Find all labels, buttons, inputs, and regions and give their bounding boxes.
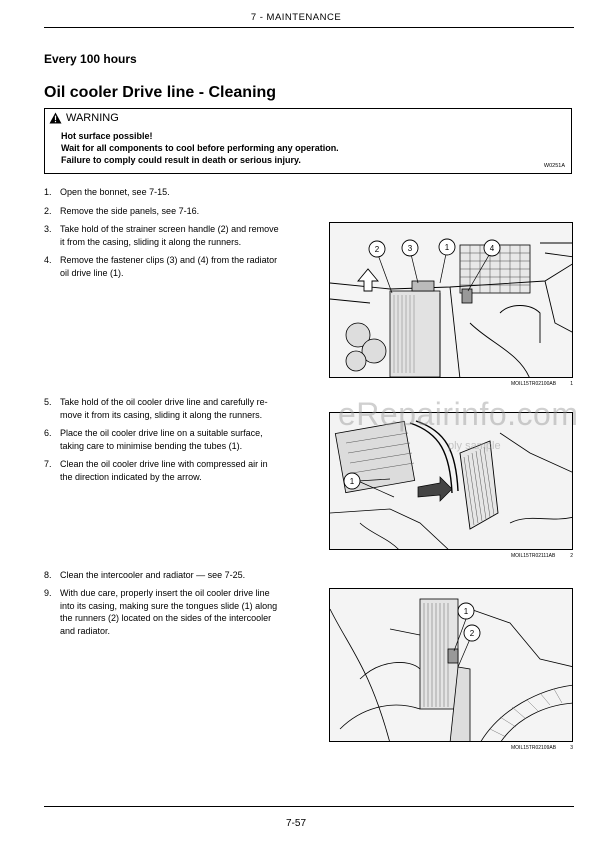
header-rule <box>44 27 574 28</box>
figure-code: MOIL15TR02111AB <box>511 553 556 559</box>
page-title: Oil cooler Drive line - Cleaning <box>44 84 277 101</box>
step-item <box>44 254 314 279</box>
step-text: Remove the side panels, see 7-16. <box>60 206 200 216</box>
warning-line: Hot surface possible! <box>61 131 153 141</box>
step-item <box>44 569 245 582</box>
callout-text: 1 <box>463 607 469 616</box>
step-number: 6. <box>44 428 52 438</box>
step-number: 9. <box>44 588 52 598</box>
callout-text: 4 <box>489 244 495 253</box>
callout-label <box>464 625 480 641</box>
step-item <box>44 223 314 248</box>
step-text: Clean the intercooler and radiator — see 7-25. <box>60 570 246 580</box>
warning-triangle-icon <box>49 112 62 124</box>
step-item <box>44 186 170 199</box>
step-item <box>44 396 314 421</box>
footer-rule <box>44 806 574 807</box>
figure-caption <box>511 553 573 559</box>
warning-line: Wait for all components to cool before performing any operation. <box>61 143 339 153</box>
step-number: 1. <box>44 187 52 197</box>
step-text-line: Remove the fastener clips (3) and (4) from the radiator <box>60 255 278 265</box>
warning-line: Failure to comply could result in death or serious injury. <box>61 155 301 165</box>
step-text-line: it from the casing, sliding it along the runners. <box>60 236 242 247</box>
step-text-line: into its casing, making sure the tongues slide (1) along <box>60 600 278 611</box>
figure-code: MOIL15TR02109AB <box>511 745 557 751</box>
callout-label <box>344 473 360 489</box>
callout-text: 3 <box>407 244 413 253</box>
step-text-line: Place the oil cooler drive line on a suitable surface, <box>60 428 263 438</box>
interval-heading: Every 100 hours <box>44 52 137 66</box>
figure-number: 3 <box>570 745 573 751</box>
step-item <box>44 458 314 483</box>
figure-1-illustration <box>329 222 573 378</box>
warning-label: WARNING <box>66 112 119 124</box>
step-item <box>44 427 314 452</box>
step-number: 4. <box>44 255 52 265</box>
step-text: Open the bonnet, see 7-15. <box>60 187 170 197</box>
callout-text: 2 <box>469 629 475 638</box>
callout-text: 2 <box>374 245 380 254</box>
figure-number: 2 <box>570 553 573 559</box>
step-text-line: Take hold of the strainer screen handle (2) and remove <box>60 224 279 234</box>
step-text-line: With due care, properly insert the oil cooler drive line <box>60 588 270 598</box>
step-number: 2. <box>44 206 52 216</box>
callout-label <box>369 241 385 257</box>
warning-header <box>49 112 119 124</box>
step-text-line: move it from its casing, sliding it along the runners. <box>60 409 263 420</box>
figure-code: MOIL15TR02100AB <box>511 381 557 387</box>
callout-label <box>439 239 455 255</box>
step-number: 8. <box>44 570 52 580</box>
callout-text: 1 <box>444 243 450 252</box>
step-text-line: the runners (2) located on the sides of the intercooler <box>60 613 272 623</box>
page-header: 7 - MAINTENANCE <box>250 12 342 23</box>
warning-code: W0251A <box>543 163 565 169</box>
watermark: eRepairinfo.com <box>338 396 579 432</box>
step-text-line: Clean the oil cooler drive line with compressed air in <box>60 459 268 469</box>
engine-bay-drawing <box>330 223 573 378</box>
warning-box <box>44 108 572 174</box>
step-item <box>44 205 199 218</box>
callout-label <box>484 240 500 256</box>
step-text-line: Take hold of the oil cooler drive line and carefully re- <box>60 397 268 407</box>
callout-label <box>402 240 418 256</box>
figure-3-illustration <box>329 588 573 742</box>
page-number: 7-57 <box>285 818 306 829</box>
oil-cooler-drawing <box>330 413 573 550</box>
step-text-line: the direction indicated by the arrow. <box>60 471 202 482</box>
figure-caption <box>511 381 573 387</box>
step-text-line: and radiator. <box>60 625 111 636</box>
step-number: 3. <box>44 224 52 234</box>
callout-text: 1 <box>349 477 355 486</box>
reinstall-drawing <box>330 589 573 742</box>
step-number: 7. <box>44 459 52 469</box>
step-text-line: oil drive line (1). <box>60 267 124 278</box>
figure-number: 1 <box>570 381 573 387</box>
callout-label <box>458 603 474 619</box>
step-text-line: taking care to minimise bending the tubes (1). <box>60 440 243 451</box>
watermark-sub: ply sample <box>448 440 501 452</box>
step-item <box>44 587 314 637</box>
step-number: 5. <box>44 397 52 407</box>
figure-caption <box>511 745 573 751</box>
